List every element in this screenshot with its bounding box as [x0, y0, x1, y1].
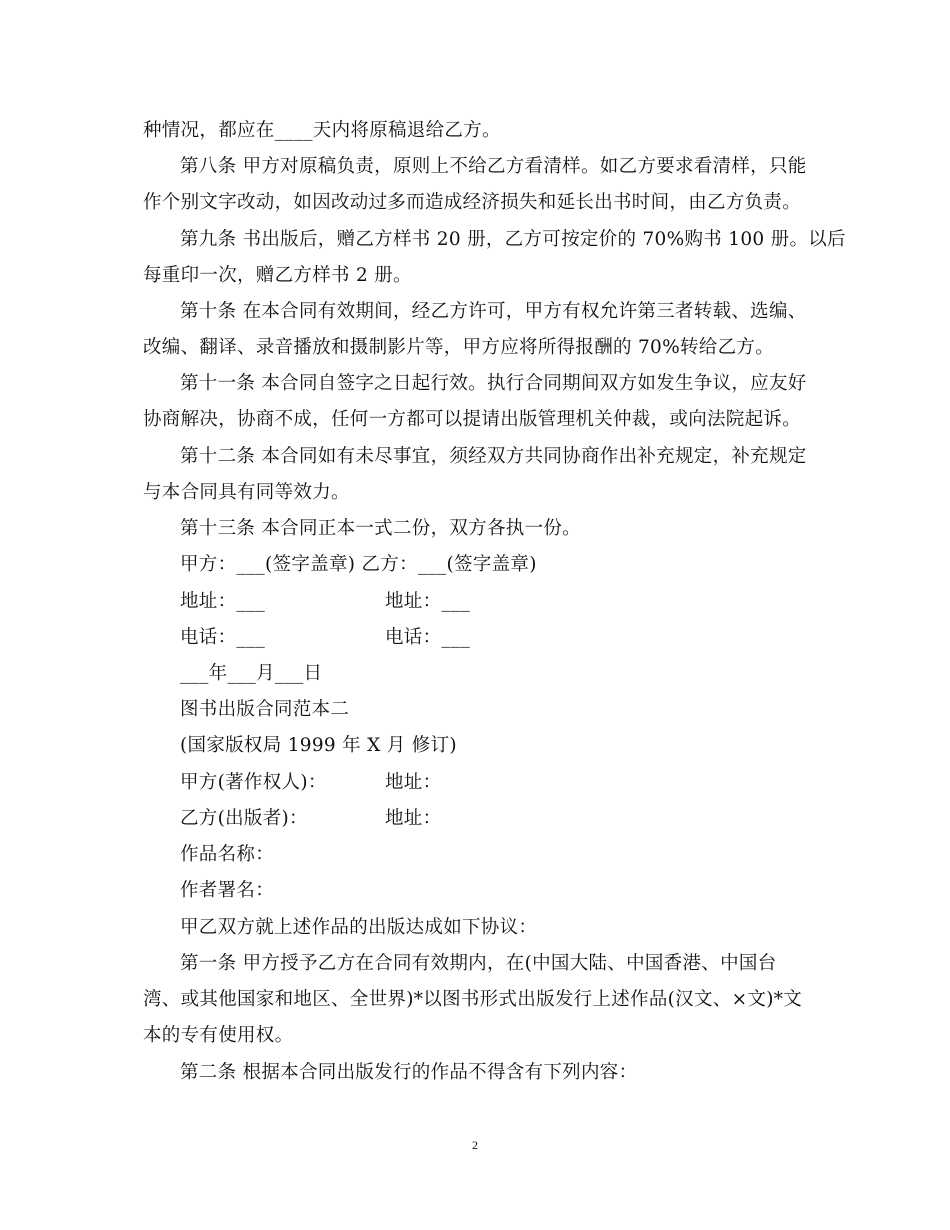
section-title: 图书出版合同范本二: [180, 699, 350, 720]
party-b-address-label: 地址：: [385, 808, 442, 829]
author-name-label: 作者署名：: [180, 880, 275, 901]
paragraph-line: 第一条 甲方授予乙方在合同有效期内，在(中国大陆、中国香港、中国台: [180, 953, 777, 974]
party-b-phone: 电话：___: [385, 627, 471, 648]
paragraph-line: 第十二条 本合同如有未尽事宜，须经双方共同协商作出补充规定，补充规定: [180, 446, 807, 467]
paragraph-line: 协商解决，协商不成，任何一方都可以提请出版管理机关仲裁，或向法院起诉。: [143, 409, 802, 430]
party-a-phone: 电话：___: [180, 627, 266, 648]
party-a-address: 地址：___: [180, 591, 266, 612]
paragraph-line: 甲乙双方就上述作品的出版达成如下协议：: [180, 917, 538, 938]
signature-line: 甲方：___(签字盖章) 乙方：___(签字盖章): [180, 554, 537, 575]
paragraph-line: 改编、翻译、录音播放和摄制影片等，甲方应将所得报酬的 70%转给乙方。: [143, 337, 775, 358]
paragraph-line: 每重印一次，赠乙方样书 2 册。: [143, 265, 412, 286]
paragraph-line: 第八条 甲方对原稿负责，原则上不给乙方看清样。如乙方要求看清样，只能: [180, 156, 807, 177]
paragraph-line: 种情况，都应在____天内将原稿退给乙方。: [143, 120, 501, 141]
paragraph-line: 作个别文字改动，如因改动过多而造成经济损失和延长出书时间，由乙方负责。: [143, 192, 802, 213]
party-b-address: 地址：___: [385, 591, 471, 612]
party-a-address-label: 地址：: [385, 772, 442, 793]
paragraph-line: 湾、或其他国家和地区、全世界)*以图书形式出版发行上述作品(汉文、×文)*文: [143, 989, 803, 1010]
paragraph-line: 本的专有使用权。: [143, 1025, 294, 1046]
party-a-label: 甲方(著作权人)：: [180, 772, 327, 793]
party-b-label: 乙方(出版者)：: [180, 808, 308, 829]
work-title-label: 作品名称：: [180, 844, 275, 865]
paragraph-line: 与本合同具有同等效力。: [143, 482, 350, 503]
paragraph-line: 第十三条 本合同正本一式二份，双方各执一份。: [180, 518, 581, 539]
section-subtitle: (国家版权局 1999 年 X 月 修订): [180, 735, 457, 756]
page-number: 2: [472, 1138, 478, 1152]
paragraph-line: 第二条 根据本合同出版发行的作品不得含有下列内容：: [180, 1062, 638, 1083]
paragraph-line: 第九条 书出版后，赠乙方样书 20 册，乙方可按定价的 70%购书 100 册。以后: [180, 229, 846, 250]
date-line: ___年___月___日: [180, 663, 323, 684]
paragraph-line: 第十一条 本合同自签字之日起行效。执行合同期间双方如发生争议，应友好: [180, 373, 807, 394]
paragraph-line: 第十条 在本合同有效期间，经乙方许可，甲方有权允许第三者转载、选编、: [180, 301, 807, 322]
